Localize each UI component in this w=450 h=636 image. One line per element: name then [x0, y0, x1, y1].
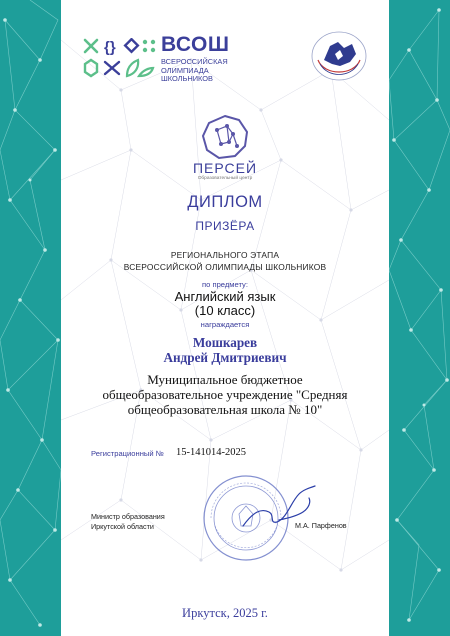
persei-emblem-icon: [201, 114, 249, 160]
school-name-line: общеобразовательное учреждение "Средняя: [102, 387, 348, 402]
recipient-surname: Мошкарев: [192, 335, 258, 350]
vsosh-subtitle-line: ШКОЛЬНИКОВ: [161, 74, 213, 84]
signatory-name: М.А. Парфенов: [295, 521, 347, 530]
svg-text:{}: {}: [104, 39, 116, 56]
right-decorative-band: [389, 0, 450, 636]
vsosh-title: ВСОШ: [161, 33, 230, 56]
right-network-pattern: [389, 0, 450, 636]
certificate-body: [61, 0, 389, 636]
diploma-title: ДИПЛОМ: [187, 193, 263, 211]
subject-label: по предмету:: [202, 280, 248, 289]
diploma-degree: ПРИЗЁРА: [195, 219, 255, 233]
signatory-position: Министр образования: [91, 512, 165, 521]
vsosh-logo-icon: [83, 38, 157, 80]
stage-line: РЕГИОНАЛЬНОГО ЭТАПА: [170, 250, 280, 260]
persei-name: ПЕРСЕЙ: [192, 160, 258, 176]
left-network-pattern: [0, 0, 61, 636]
footer-city-year: Иркутск, 2025 г.: [182, 606, 268, 620]
left-decorative-band: [0, 0, 61, 636]
vsosh-subtitle-line: ОЛИМПИАДА: [161, 65, 209, 75]
registration-number: 15-141014-2025: [176, 447, 246, 458]
persei-subtitle: Образовательный центр: [197, 176, 253, 181]
signatory-region: Иркутской области: [91, 522, 154, 531]
stage-line: ВСЕРОССИЙСКОЙ ОЛИМПИАДЫ ШКОЛЬНИКОВ: [123, 262, 327, 272]
school-name-line: общеобразовательная школа № 10": [127, 402, 323, 417]
vsosh-subtitle-line: ВСЕРОССИЙСКАЯ: [161, 57, 228, 66]
subject-value: Английский язык: [174, 289, 276, 304]
awarded-label: награждается: [200, 320, 250, 329]
subject-grade: (10 класс): [194, 303, 256, 318]
registration-label: Регистрационный №: [91, 449, 164, 458]
vsosh-subtitle: [161, 58, 228, 84]
school-name-line: Муниципальное бюджетное: [147, 372, 303, 387]
recipient-given-names: Андрей Дмитриевич: [163, 350, 287, 365]
region-seal-icon: [310, 30, 368, 82]
